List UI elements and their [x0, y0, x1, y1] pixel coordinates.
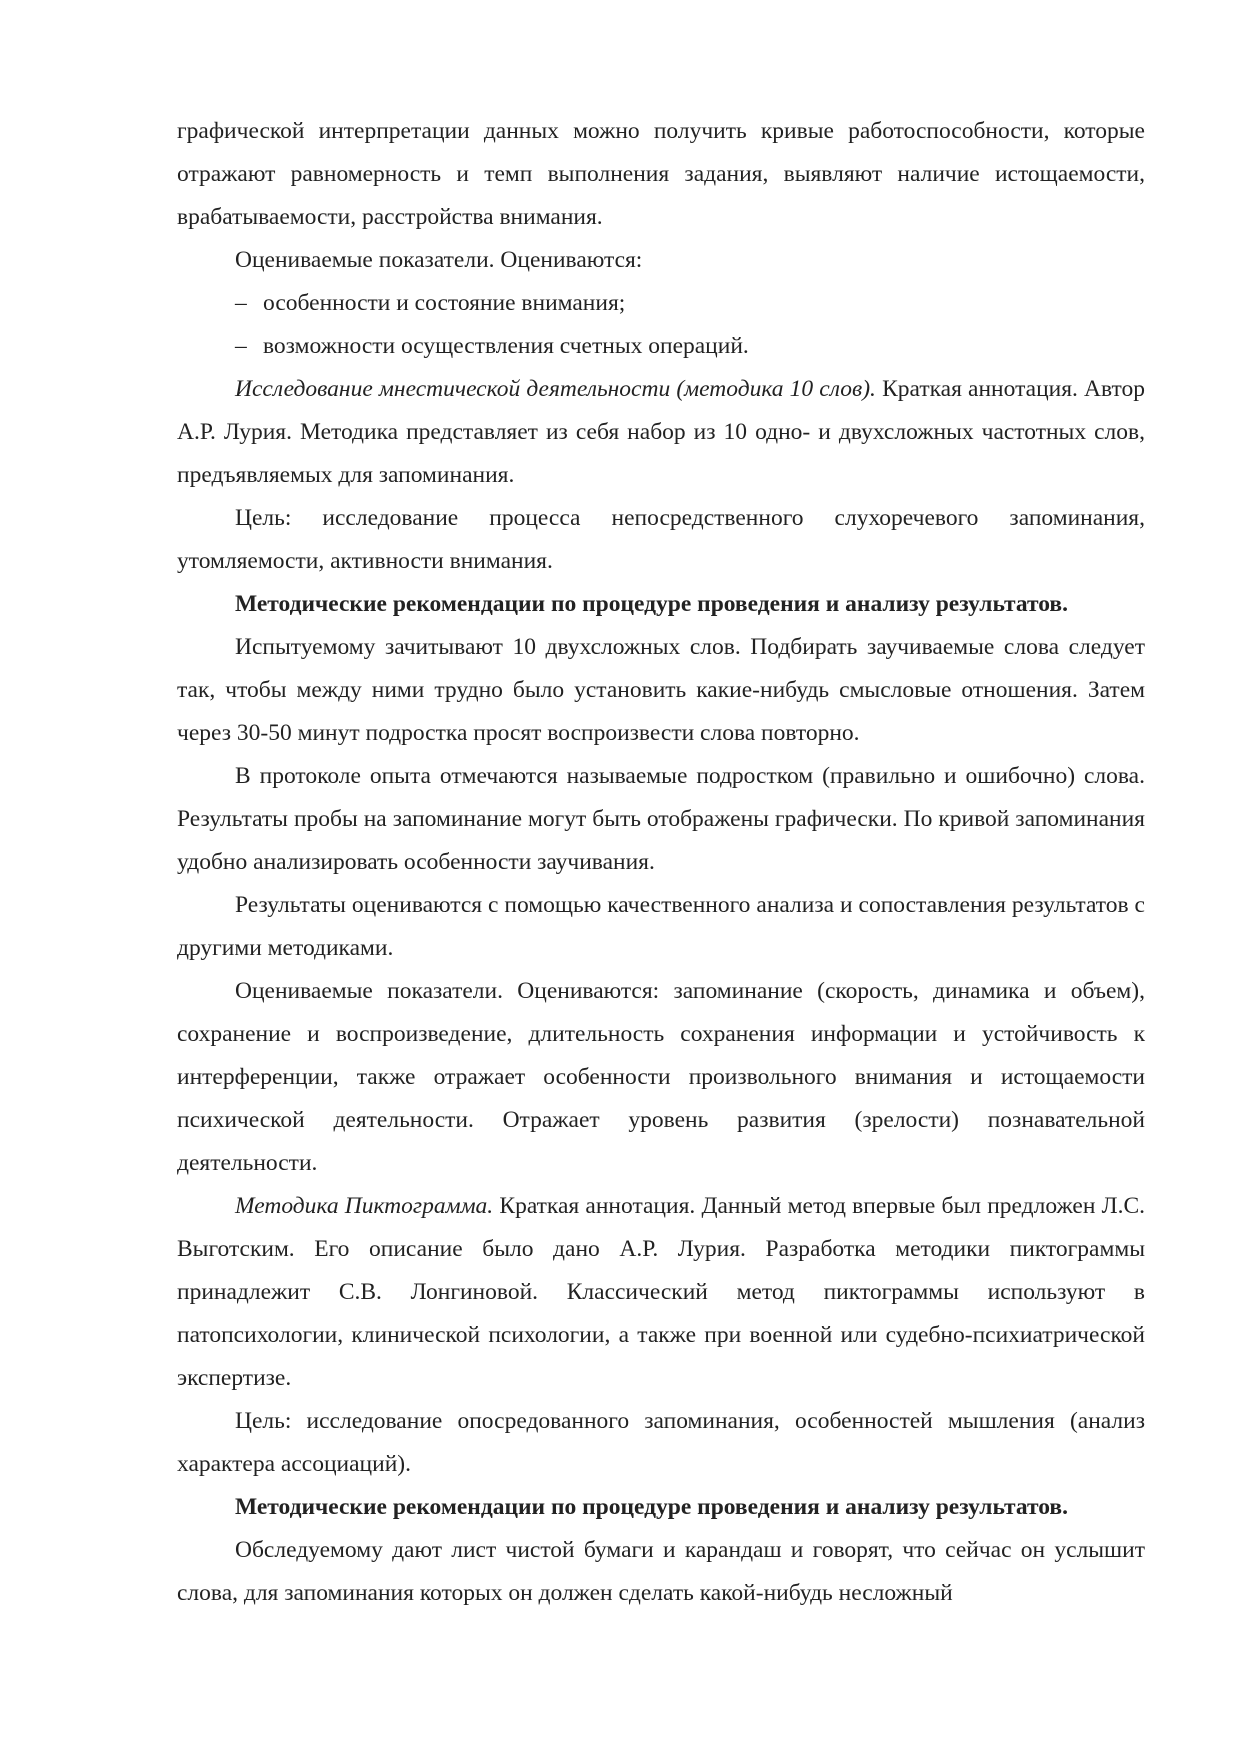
annotation-text: Краткая аннотация. Данный метод впервые был предложен Л.С. Выготским. Его описание было дано А.Р. Лурия. Разработка методики пиктограммы принадлежит С.В. Лонгиновой. Классический метод пиктограммы используют в патопсихологии, клинической психологии, а также при военной или судебно-психиатрической экспертизе.: [177, 1193, 1145, 1391]
paragraph-results: Результаты оцениваются с помощью качественного анализа и сопоставления результатов с другими методиками.: [177, 892, 1145, 961]
paragraph-protocol: В протоколе опыта отмечаются называемые подростком (правильно и ошибочно) слова. Результаты пробы на запоминание могут быть отображены графически. По кривой запоминания удобно анализировать особенности заучивания.: [177, 763, 1145, 875]
section-heading-recommendations-1: Методические рекомендации по процедуре проведения и анализу результатов.: [235, 591, 1068, 617]
list-dash: –: [235, 290, 247, 316]
paragraph-pictogram-annotation: [177, 1185, 1145, 1400]
paragraph-pictogram-procedure: Обследуемому дают лист чистой бумаги и карандаш и говорят, что сейчас он услышит слова, для запоминания которых он должен сделать какой-нибудь несложный: [177, 1537, 1145, 1606]
paragraph-indicators-intro: Оцениваемые показатели. Оцениваются:: [235, 247, 643, 273]
list-dash: –: [235, 333, 247, 359]
annotation-text: Краткая аннотация. Автор А.Р. Лурия. Методика представляет из себя набор из 10 одно- и двухсложных частотных слов, предъявляемых для запоминания.: [177, 376, 1145, 488]
paragraph-performance-curves: графической интерпретации данных можно получить кривые работоспособности, которые отражают равномерность и темп выполнения задания, выявляют наличие истощаемости, врабатываемости, расстройства внимания.: [177, 118, 1145, 230]
method-title-pictogram: Методика Пиктограмма.: [235, 1193, 494, 1219]
list-item: [177, 282, 1145, 325]
method-title-10-words: Исследование мнестической деятельности (методика 10 слов).: [235, 376, 876, 402]
paragraph-goal-pictogram: Цель: исследование опосредованного запоминания, особенностей мышления (анализ характера ассоциаций).: [177, 1408, 1145, 1477]
list-item-text: особенности и состояние внимания;: [263, 290, 626, 316]
paragraph-procedure: Испытуемому зачитывают 10 двухсложных слов. Подбирать заучиваемые слова следует так, чтобы между ними трудно было установить какие-нибудь смысловые отношения. Затем через 30-50 минут подростка просят воспроизвести слова повторно.: [177, 634, 1145, 746]
paragraph-goal-10-words: Цель: исследование процесса непосредственного слухоречевого запоминания, утомляемости, активности внимания.: [177, 505, 1145, 574]
list-item-text: возможности осуществления счетных операций.: [263, 333, 749, 359]
list-item: [177, 325, 1145, 368]
paragraph-10-words-annotation: [177, 368, 1145, 497]
section-heading-recommendations-2: Методические рекомендации по процедуре проведения и анализу результатов.: [235, 1494, 1068, 1520]
paragraph-indicators-memory: Оцениваемые показатели. Оцениваются: запоминание (скорость, динамика и объем), сохранение и воспроизведение, длительность сохранения информации и устойчивость к интерференции, также отражает особенности произвольного внимания и истощаемости психической деятельности. Отражает уровень развития (зрелости) познавательной деятельности.: [177, 978, 1145, 1176]
